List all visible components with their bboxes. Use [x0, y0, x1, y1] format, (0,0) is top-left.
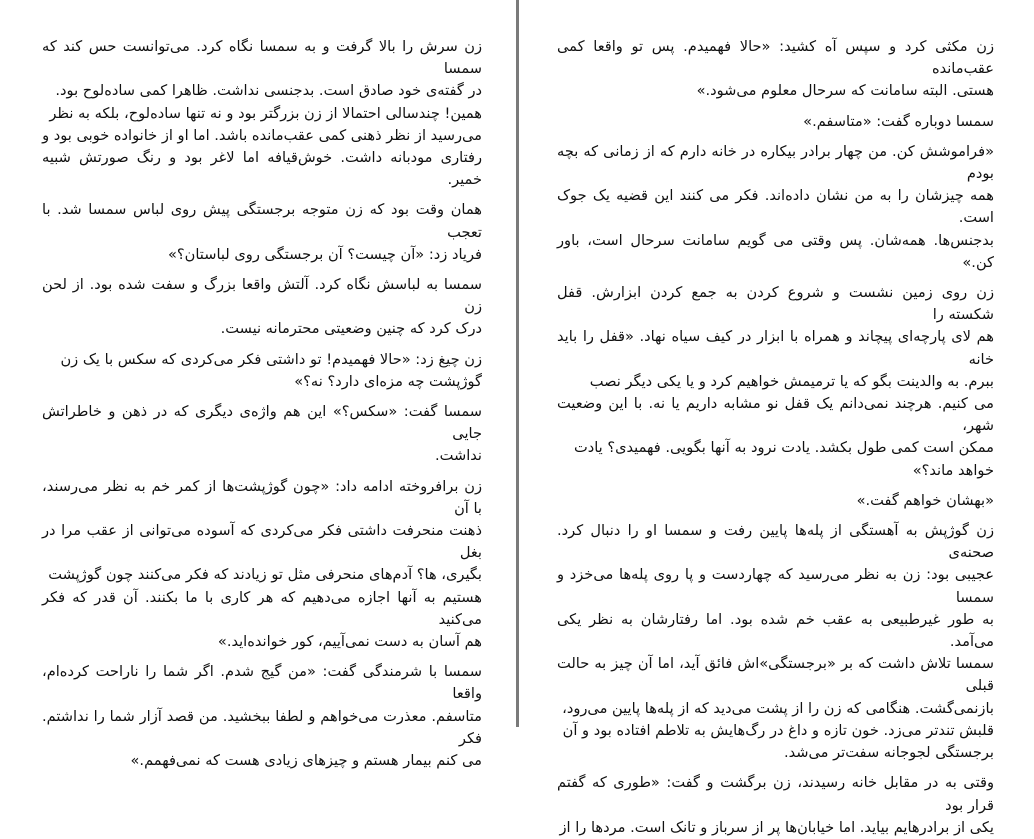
- left-page: [0, 0, 516, 770]
- left-paragraph-1: زن سرش را بالا گرفت و به سمسا نگاه کرد. می‌توانست حس کند که سمسا در گفته‌ی خود صادق است. بدجنسی نداشت. ظاهرا کمی ساده‌لوح بود. همین! چندسالی احتمالا از زن بزرگتر بود و نه تنها ساده‌لوح، بلکه به نظر می‌رسید از نظر ذهنی کمی عقب‌مانده باشد. اما او از خانواده خوبی بود و رفتاری مودبانه داشت. خوش‌قیافه اما لاغر بود و رنگ صورتش شبیه خمیر.: [42, 38, 482, 189]
- right-paragraph-4: زن روی زمین نشست و شروع کردن به جمع کردن ابزارش. قفل شکسته را هم لای پارچه‌ای پیچاند و همراه با ابزار در کیف سیاه نهاد. «قفل را باید خانه ببرم. به والدینت بگو که یا ترمیمش خواهیم کرد و یا یکی دیگر نصب می کنیم. هرچند نمی‌دانم یک قفل نو مشابه داریم یا نه. با این وضعیت شهر، ممکن است کمی طول بکشد. یادت نرود به آنها بگویی. فهمیدی؟ یادت خواهد ماند؟»: [557, 284, 994, 479]
- left-paragraph-5: سمسا گفت: «سکس؟» این هم واژه‌ی دیگری که در ذهن و خاطراتش جایی نداشت.: [42, 403, 482, 465]
- right-paragraph-1: زن مکثی کرد و سپس آه کشید: «حالا فهمیدم. پس تو واقعا کمی عقب‌مانده هستی. البته سامانت که سرحال معلوم می‌شود.»: [557, 38, 994, 100]
- right-page: [519, 0, 1034, 836]
- left-paragraph-3: سمسا به لباسش نگاه کرد. آلتش واقعا بزرگ و سفت شده بود. از لحن زن درک کرد که چنین وضعیتی محترمانه نیست.: [42, 276, 482, 338]
- right-paragraph-5: «بهشان خواهم گفت.»: [856, 491, 994, 509]
- left-paragraph-4: زن چیغ زد: «حالا فهمیدم! تو داشتی فکر می‌کردی که سکس با یک زن گوژپشت چه مزه‌ای دارد؟ نه؟»: [60, 350, 482, 390]
- left-paragraph-2: همان وقت بود که زن متوجه برجستگی پیش روی لباس سمسا شد. با تعجب فریاد زد: «آن چیست؟ آن برجستگی روی لباستان؟»: [42, 201, 482, 263]
- right-paragraph-2: سمسا دوباره گفت: «متاسفم.»: [803, 112, 994, 130]
- left-paragraph-6: زن برافروخته ادامه داد: «چون گوژپشت‌ها از کمر خم به نظر می‌رسند، با آن ذهنت منحرفت داشتی فکر می‌کردی که آسوده می‌توانی از عقب مرا در بغل بگیری، ها؟ آدم‌های منحرفی مثل تو زیادند که فکر می‌کنند چون گوژپشت هستیم به آنها اجازه می‌دهیم که هر کاری با ما بکنند. آن قدر که فکر می‌کنید هم آسان به دست نمی‌آییم، کور خوانده‌اید.»: [42, 477, 482, 651]
- left-paragraph-7: سمسا با شرمندگی گفت: «من گیج شدم. اگر شما را ناراحت کرده‌ام، واقعا متاسفم. معذرت می‌خواهم و لطفا ببخشید. من قصد آزار شما را نداشتم. فکر می کنم بیمار هستم و چیزهای زیادی هست که نمی‌فهمم.»: [42, 663, 482, 770]
- right-paragraph-3: «فراموشش کن. من چهار برادر بیکاره در خانه دارم که از زمانی که بچه بودم همه چیزشان را به من نشان داده‌اند. فکر می کنند این قضیه یک جوک است. بدجنس‌ها. همه‌شان. پس وقتی می گویم سامانت سرحال است، باور کن.»: [557, 142, 994, 271]
- right-paragraph-6: زن گوژپش به آهستگی از پله‌ها پایین رفت و سمسا او را دنبال کرد. صحنه‌ی عجیبی بود: زن به نظر می‌رسید که چهاردست و پا روی پله‌ها می‌خزد و سمسا به طور غیرطبیعی به عقب خم شده بود. اما رفتارشان به نظر یکی می‌آمد. سمسا تلاش داشت که بر «برجستگی»اش فائق آید، اما آن چیز به حالت قبلی بازنمی‌گشت. هنگامی که زن را از پشت می‌دید که از پله‌ها پایین می‌رود، قلبش تندتر می‌زد. خون تازه و داغ در رگ‌هایش به تلاطم افتاده بود و آن برجستگی لجوجانه سفت‌تر می‌شد.: [557, 522, 994, 762]
- right-paragraph-7: وقتی به در مقابل خانه رسیدند، زن برگشت و گفت: «طوری که گفتم قرار بود یکی از برادرهایم بیاید. اما خیابان‌ها پر از سرباز و تانک است. مردها را از: [557, 774, 994, 836]
